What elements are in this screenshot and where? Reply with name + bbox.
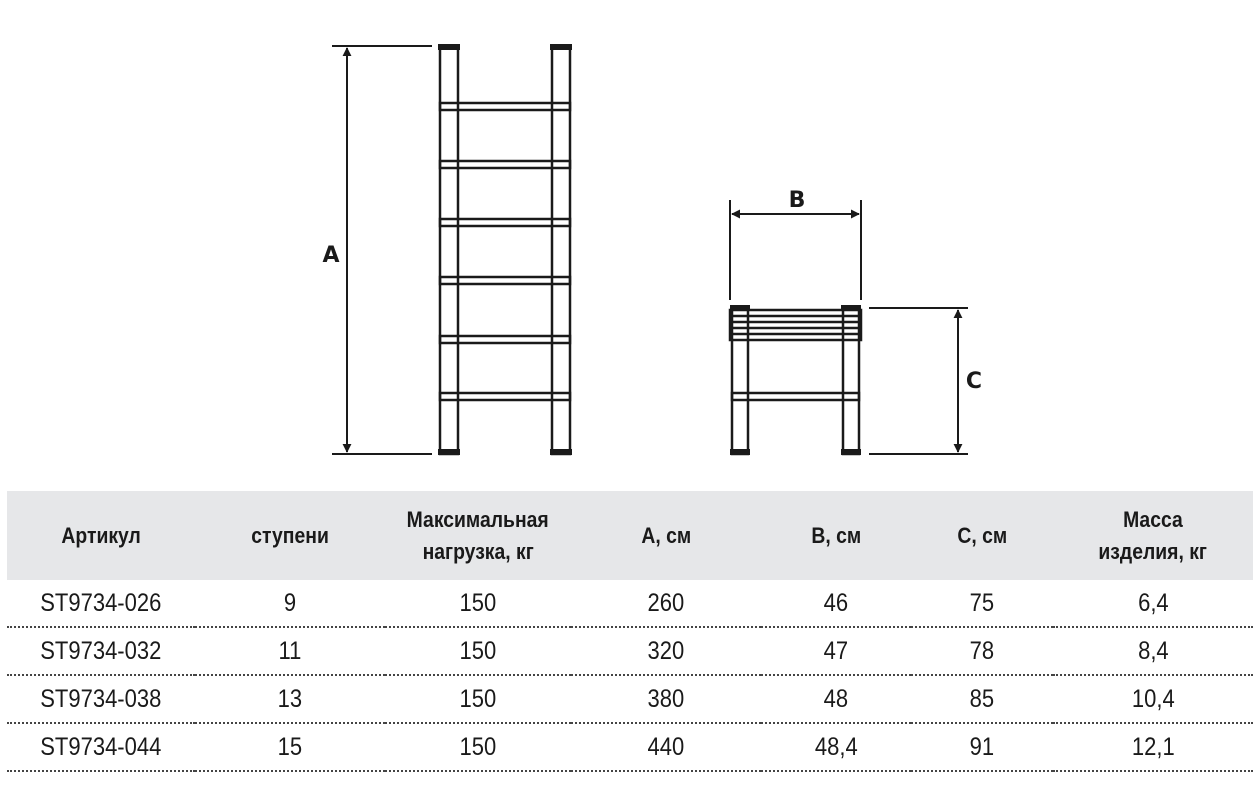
cell-steps: 13 <box>195 675 385 723</box>
side-view-left-leg <box>732 308 748 454</box>
header-dim-a: A, см <box>641 522 691 548</box>
cell-steps: 9 <box>195 580 385 627</box>
header-weight: Масса изделия, кг <box>1098 506 1208 564</box>
table-body <box>7 580 1253 771</box>
table-row <box>7 580 1253 627</box>
dimension-a-label: A <box>322 243 340 268</box>
cell-article: ST9734-044 <box>7 723 195 771</box>
ladder-rung <box>440 219 570 226</box>
cell-steps: 15 <box>195 723 385 771</box>
cell-dim-b: 48,4 <box>761 723 911 771</box>
cell-max-load: 150 <box>385 627 571 675</box>
cell-article: ST9734-032 <box>7 627 195 675</box>
cell-dim-a: 380 <box>571 675 761 723</box>
header-max-load: Максимальная нагрузка, кг <box>406 506 550 564</box>
cell-weight: 10,4 <box>1053 675 1253 723</box>
cell-steps: 11 <box>195 627 385 675</box>
table-header <box>7 491 1253 580</box>
ladder-rung <box>440 336 570 343</box>
ladder-side-view <box>730 308 861 454</box>
cell-weight: 12,1 <box>1053 723 1253 771</box>
cell-dim-c: 91 <box>911 723 1053 771</box>
cell-max-load: 150 <box>385 580 571 627</box>
header-dim-b: B, см <box>811 522 861 548</box>
specifications-table <box>7 491 1253 772</box>
cell-dim-a: 320 <box>571 627 761 675</box>
ladder-front-view <box>440 46 570 454</box>
cell-article: ST9734-038 <box>7 675 195 723</box>
cell-dim-c: 85 <box>911 675 1053 723</box>
dimension-c <box>869 308 968 454</box>
cell-weight: 6,4 <box>1053 580 1253 627</box>
table-row <box>7 675 1253 723</box>
dimension-b <box>730 200 861 300</box>
header-article: Артикул <box>61 522 141 548</box>
dimension-b-label: B <box>788 188 806 213</box>
table-row <box>7 627 1253 675</box>
cell-max-load: 150 <box>385 675 571 723</box>
cell-article: ST9734-026 <box>7 580 195 627</box>
cell-dim-b: 47 <box>761 627 911 675</box>
ladder-rung <box>440 103 570 110</box>
ladder-rung <box>440 393 570 400</box>
table-header-row <box>7 491 1253 580</box>
dimension-a <box>332 46 432 454</box>
cell-dim-c: 75 <box>911 580 1053 627</box>
cell-dim-b: 48 <box>761 675 911 723</box>
table-row <box>7 723 1253 771</box>
cell-dim-b: 46 <box>761 580 911 627</box>
cell-weight: 8,4 <box>1053 627 1253 675</box>
cell-max-load: 150 <box>385 723 571 771</box>
cell-dim-a: 440 <box>571 723 761 771</box>
side-view-rung <box>732 393 859 400</box>
ladder-rung <box>440 161 570 168</box>
cell-dim-a: 260 <box>571 580 761 627</box>
header-steps: ступени <box>251 522 329 548</box>
dimension-c-label: C <box>965 369 983 394</box>
header-dim-c: C, см <box>957 522 1007 548</box>
side-view-step-block <box>730 310 861 340</box>
cell-dim-c: 78 <box>911 627 1053 675</box>
ladder-rung <box>440 277 570 284</box>
side-view-right-leg <box>843 308 859 454</box>
